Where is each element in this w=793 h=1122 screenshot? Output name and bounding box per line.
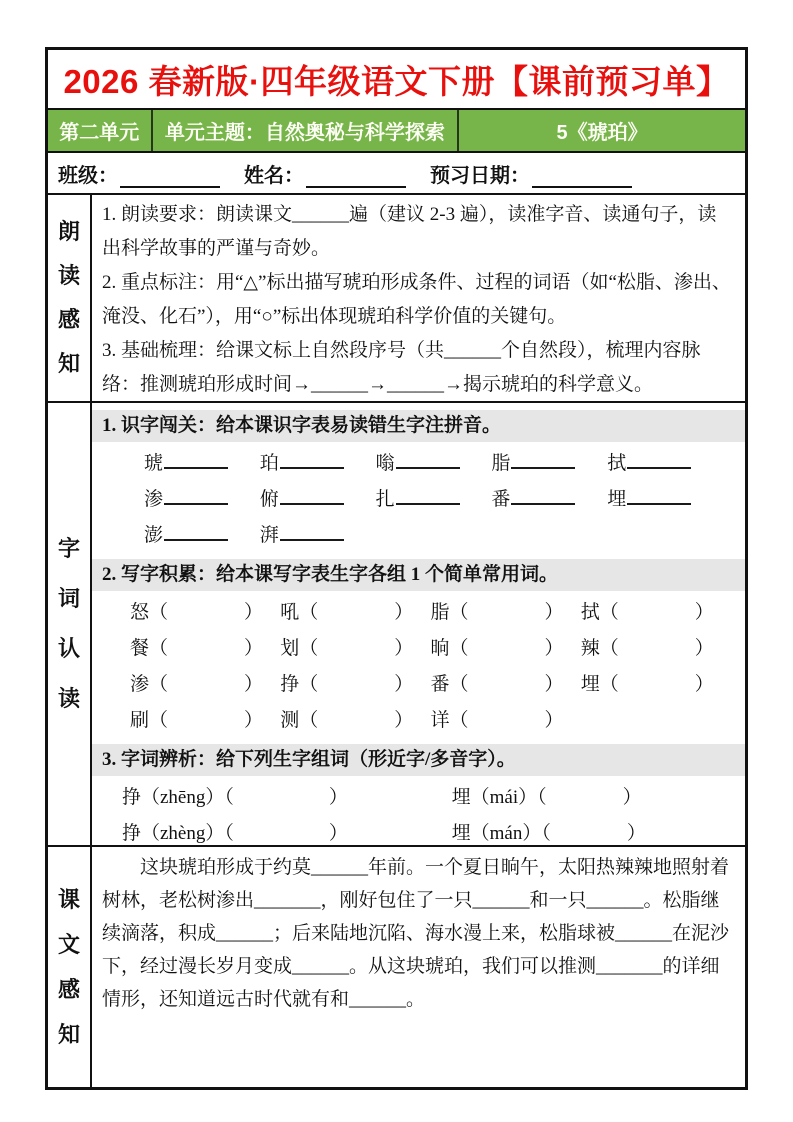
- pinyin-blank-line: [164, 448, 228, 469]
- writing-word-item: 拭（ ）: [580, 602, 714, 623]
- literacy-char-item: [144, 446, 260, 482]
- pinyin-blank-line: [396, 448, 460, 469]
- character: 湃: [259, 525, 279, 546]
- pinyin-blank-line: [627, 448, 691, 469]
- literacy-char-item: [607, 482, 723, 518]
- section-reading-content: [92, 195, 745, 401]
- section-text-sense-label: 课文感知: [57, 887, 80, 1047]
- info-row: [48, 153, 745, 195]
- literacy-char-item: [260, 482, 376, 518]
- analysis-word-item: 挣（zhēng）（ ）: [122, 787, 348, 808]
- literacy-char-item: [376, 446, 492, 482]
- section-reading-side: [48, 195, 92, 401]
- pinyin-blank-line: [164, 520, 228, 541]
- writing-word-item: 怒（ ）: [130, 602, 264, 623]
- lesson-title: 5《琥珀》: [556, 122, 648, 144]
- character: 脂: [491, 453, 511, 474]
- pinyin-blank-line: [280, 448, 344, 469]
- analysis-word-item: 埋（mán）（ ）: [451, 823, 646, 844]
- class-label: 班级：: [58, 164, 118, 187]
- writing-grid: [92, 595, 745, 739]
- pinyin-blank-line: [280, 484, 344, 505]
- literacy-char-item: [491, 482, 607, 518]
- writing-heading: 2. 写字积累：给本课写字表生字各组 1 个简单常用词。: [92, 559, 745, 591]
- section-text-sense-side: [48, 847, 92, 1087]
- page-title: 2026 春新版·四年级语文下册【课前预习单】: [48, 50, 745, 110]
- pinyin-blank-line: [164, 484, 228, 505]
- analysis-grid: [92, 780, 745, 845]
- literacy-heading: 1. 识字闯关：给本课识字表易读错生字注拼音。: [92, 410, 745, 442]
- writing-word-item: 划（ ）: [280, 638, 414, 659]
- literacy-char-item: [491, 446, 607, 482]
- name-blank-line: [306, 165, 406, 188]
- reading-task-item: 2. 重点标注：用“△”标出描写琥珀形成条件、过程的词语（如“松脂、渗出、淹没、化石”），用“○”标出体现琥珀科学价值的关键句。: [102, 272, 731, 327]
- writing-word-item: 吼（ ）: [280, 602, 414, 623]
- literacy-char-item: [144, 482, 260, 518]
- cloze-paragraph: 这块琥珀形成于约莫______年前。一个夏日晌午，太阳热辣辣地照射着树林，老松树渗出_______，刚好包住了一只______和一只______。松脂继续滴落，积成______；后来陆地沉陷、海水漫上来，松脂球被______在泥沙下，经过漫长岁月变成______。从这块琥珀，我们可以推测_______的详细情形，还知道远古时代就有和______。: [102, 857, 730, 1010]
- character: 澎: [144, 525, 164, 546]
- character: 琥: [144, 453, 164, 474]
- writing-word-item: 详（ ）: [430, 710, 564, 731]
- character: 拭: [607, 453, 627, 474]
- unit-number: 第二单元: [48, 110, 153, 151]
- character: 俯: [259, 489, 279, 510]
- writing-word-item: 晌（ ）: [430, 638, 564, 659]
- writing-word-item: 番（ ）: [430, 674, 564, 695]
- analysis-word-item: 埋（mái）（ ）: [451, 787, 642, 808]
- unit-theme: 单元主题：自然奥秘与科学探索: [153, 110, 460, 151]
- name-field: [244, 159, 406, 188]
- writing-word-item: 测（ ）: [280, 710, 414, 731]
- section-text-sense-content: [92, 847, 745, 1087]
- character: 埋: [607, 489, 627, 510]
- date-field: [430, 159, 632, 188]
- date-blank-line: [532, 165, 632, 188]
- section-reading-label: 朗读感知: [57, 219, 80, 376]
- section-text-sense: [48, 847, 745, 1087]
- writing-word-item: 埋（ ）: [580, 674, 714, 695]
- writing-word-item: 渗（ ）: [130, 674, 264, 695]
- literacy-grid: [92, 446, 745, 554]
- character: 渗: [144, 489, 164, 510]
- writing-word-item: 脂（ ）: [430, 602, 564, 623]
- character: 嗡: [375, 453, 395, 474]
- section-reading: [48, 195, 745, 403]
- literacy-char-item: [260, 446, 376, 482]
- character: 番: [491, 489, 511, 510]
- class-blank-line: [120, 165, 220, 188]
- character: 扎: [375, 489, 395, 510]
- reading-task-item: 3. 基础梳理：给课文标上自然段序号（共______个自然段），梳理内容脉络：推测琥珀形成时间→______→______→揭示琥珀的科学意义。: [102, 340, 701, 395]
- section-words: [48, 403, 745, 847]
- class-field: [58, 159, 220, 188]
- reading-task-item: 1. 朗读要求：朗读课文______遍（建议 2-3 遍），读准字音、读通句子，读出科学故事的严谨与奇妙。: [102, 204, 717, 259]
- literacy-char-item: [376, 482, 492, 518]
- literacy-char-item: [144, 518, 260, 554]
- analysis-heading: 3. 字词辨析：给下列生字组词（形近字/多音字）。: [92, 744, 745, 776]
- pinyin-blank-line: [396, 484, 460, 505]
- date-label: 预习日期：: [430, 164, 530, 187]
- writing-word-item: 挣（ ）: [280, 674, 414, 695]
- section-words-content: [92, 403, 745, 845]
- name-label: 姓名：: [244, 164, 304, 187]
- writing-word-item: 辣（ ）: [580, 638, 714, 659]
- character: 珀: [259, 453, 279, 474]
- pinyin-blank-line: [511, 484, 575, 505]
- literacy-char-item: [260, 518, 376, 554]
- literacy-char-item: [607, 446, 723, 482]
- section-words-label: 字词认读: [57, 536, 80, 711]
- pinyin-blank-line: [511, 448, 575, 469]
- analysis-word-item: 挣（zhèng）（ ）: [122, 823, 348, 844]
- pinyin-blank-line: [280, 520, 344, 541]
- pinyin-blank-line: [627, 484, 691, 505]
- section-words-side: [48, 403, 92, 845]
- writing-word-item: 餐（ ）: [130, 638, 264, 659]
- unit-bar: [48, 110, 745, 153]
- worksheet-page: [45, 47, 748, 1090]
- writing-word-item: 刷（ ）: [130, 710, 264, 731]
